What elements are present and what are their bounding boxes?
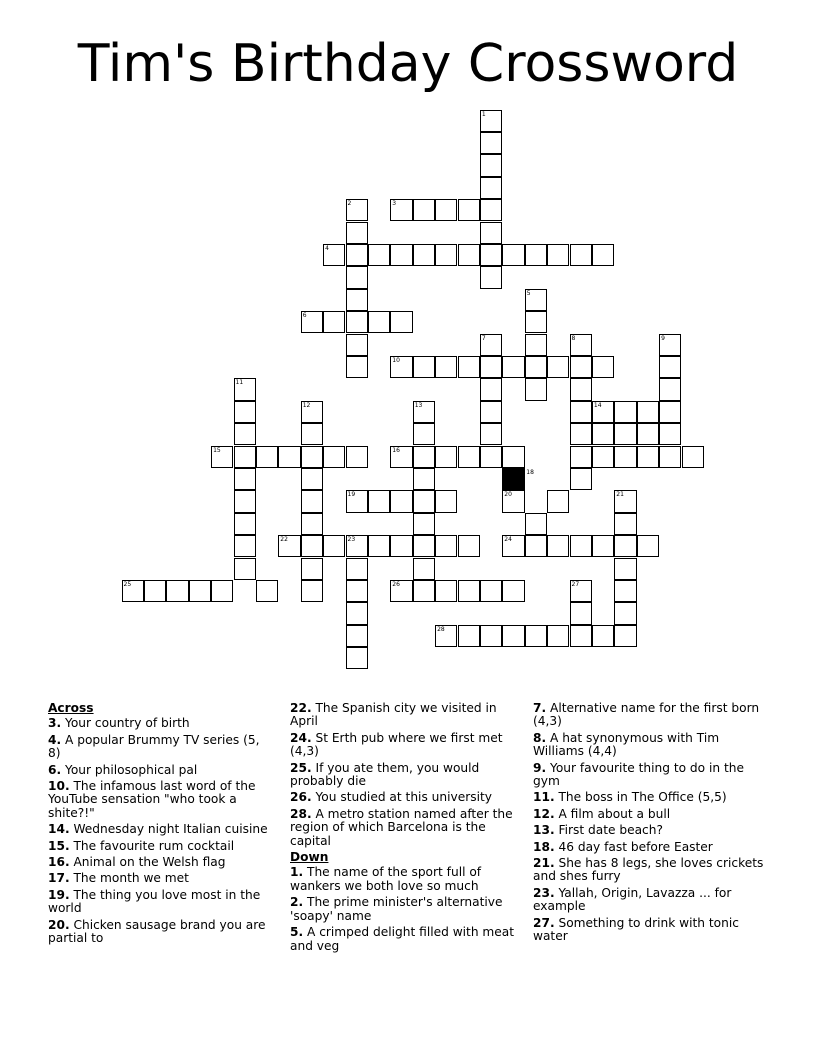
grid-cell[interactable] xyxy=(435,535,457,557)
grid-cell[interactable] xyxy=(614,625,636,647)
grid-cell[interactable] xyxy=(234,558,256,580)
clue-text: The thing you love most in the world xyxy=(48,887,261,916)
clue-number-label: 2. xyxy=(290,895,304,910)
clues-column-1 xyxy=(48,702,268,949)
clue-text: Something to drink with tonic water xyxy=(533,915,739,944)
across-clue-list xyxy=(48,717,268,945)
clue-text: Your country of birth xyxy=(65,716,190,731)
down-clue-list xyxy=(290,866,516,952)
clue-number-label: 4. xyxy=(48,732,62,747)
clue-text: You studied at this university xyxy=(315,790,492,805)
grid-cell[interactable] xyxy=(346,580,368,602)
clue-number-label: 12. xyxy=(533,806,555,821)
grid-cell[interactable] xyxy=(570,401,592,423)
clue-number: 3 xyxy=(392,200,397,208)
grid-cell[interactable] xyxy=(413,401,435,423)
grid-cell[interactable] xyxy=(480,199,502,221)
clue xyxy=(48,717,268,730)
grid-cell[interactable] xyxy=(234,423,256,445)
down-header: Down xyxy=(290,850,329,865)
grid-cell[interactable] xyxy=(346,490,368,512)
grid-cell[interactable] xyxy=(592,625,614,647)
clue-text: St Erth pub where we first met (4,3) xyxy=(290,730,503,759)
grid-cell[interactable] xyxy=(525,356,547,378)
clue xyxy=(290,896,516,923)
grid-cell[interactable] xyxy=(659,401,681,423)
clue xyxy=(533,841,769,854)
grid-cell[interactable] xyxy=(390,580,412,602)
grid-cell[interactable] xyxy=(480,244,502,266)
grid-cell[interactable] xyxy=(189,580,211,602)
grid-cell[interactable] xyxy=(458,356,480,378)
clue-number-label: 10. xyxy=(48,779,70,794)
clue-number-label: 5. xyxy=(290,925,304,940)
grid-cell[interactable] xyxy=(480,625,502,647)
grid-cell[interactable] xyxy=(592,356,614,378)
clue-number-label: 20. xyxy=(48,917,70,932)
clue-number: 13 xyxy=(414,401,423,409)
grid-cell[interactable] xyxy=(435,446,457,468)
grid-cell[interactable] xyxy=(458,446,480,468)
grid-cell[interactable] xyxy=(480,356,502,378)
clue-number: 28 xyxy=(437,625,445,633)
clue-number-label: 7. xyxy=(533,701,547,715)
clue-number-label: 14. xyxy=(48,822,70,837)
grid-cell[interactable] xyxy=(480,401,502,423)
grid-cell[interactable] xyxy=(301,490,323,512)
grid-cell[interactable] xyxy=(570,423,592,445)
clue-number-label: 24. xyxy=(290,730,312,745)
grid-cell[interactable] xyxy=(570,334,592,356)
clues-column-2 xyxy=(290,702,516,956)
grid-cell[interactable] xyxy=(547,356,569,378)
grid-cell[interactable] xyxy=(413,244,435,266)
clue-number-label: 3. xyxy=(48,716,62,731)
clue-number-label: 27. xyxy=(533,915,555,930)
grid-cell[interactable] xyxy=(368,535,390,557)
clue-number-label: 1. xyxy=(290,865,304,880)
grid-cell[interactable] xyxy=(525,244,547,266)
grid-cell[interactable] xyxy=(480,110,502,132)
clue xyxy=(48,734,268,761)
clue-number-label: 21. xyxy=(533,856,555,871)
grid-cell[interactable] xyxy=(323,446,345,468)
grid-cell[interactable] xyxy=(413,580,435,602)
grid-cell[interactable] xyxy=(659,423,681,445)
clue-text: The favourite rum cocktail xyxy=(73,838,235,853)
grid-cell[interactable] xyxy=(525,289,547,311)
grid-cell[interactable] xyxy=(458,580,480,602)
grid-cell[interactable] xyxy=(413,356,435,378)
clue-number-label: 18. xyxy=(533,839,555,854)
grid-cell[interactable] xyxy=(346,446,368,468)
grid-cell[interactable] xyxy=(659,378,681,400)
grid-cell[interactable] xyxy=(413,535,435,557)
grid-cell[interactable] xyxy=(390,535,412,557)
clue-number-label: 8. xyxy=(533,730,547,745)
clue xyxy=(533,762,769,789)
grid-cell[interactable] xyxy=(637,446,659,468)
grid-cell[interactable] xyxy=(346,558,368,580)
clue xyxy=(290,926,516,953)
grid-cell[interactable] xyxy=(502,490,524,512)
grid-cell[interactable] xyxy=(301,423,323,445)
grid-cell[interactable] xyxy=(570,446,592,468)
grid-cell[interactable] xyxy=(570,602,592,624)
grid-cell[interactable] xyxy=(525,535,547,557)
grid-cell[interactable] xyxy=(368,311,390,333)
grid-cell[interactable] xyxy=(144,580,166,602)
clue-text: Wednesday night Italian cuisine xyxy=(73,822,268,837)
clue-number-label: 13. xyxy=(533,823,555,838)
grid-cell[interactable] xyxy=(637,423,659,445)
grid-cell[interactable] xyxy=(390,356,412,378)
grid-cell[interactable] xyxy=(592,401,614,423)
grid-cell[interactable] xyxy=(502,446,524,468)
grid-cell[interactable] xyxy=(346,311,368,333)
grid-cell[interactable] xyxy=(256,446,278,468)
grid-cell[interactable] xyxy=(458,625,480,647)
grid-cell[interactable] xyxy=(346,625,368,647)
clue xyxy=(48,780,268,820)
clue-number: 10 xyxy=(392,356,400,364)
clue-number: 15 xyxy=(213,446,221,454)
grid-cell[interactable] xyxy=(502,356,524,378)
grid-cell[interactable] xyxy=(480,222,502,244)
grid-cell[interactable] xyxy=(614,446,636,468)
grid-cell[interactable] xyxy=(637,535,659,557)
clue xyxy=(290,732,516,759)
grid-cell[interactable] xyxy=(480,334,502,356)
clue-number-label: 16. xyxy=(48,855,70,870)
grid-cell[interactable] xyxy=(390,199,412,221)
grid-cell[interactable] xyxy=(547,490,569,512)
grid-cell[interactable] xyxy=(211,580,233,602)
clue xyxy=(290,762,516,789)
grid-cell[interactable] xyxy=(458,535,480,557)
clue-number: 12 xyxy=(302,401,311,409)
clue-text: Chicken sausage brand you are partial to xyxy=(48,917,266,946)
clue-text: The Spanish city we visited in April xyxy=(290,701,497,729)
grid-cell[interactable] xyxy=(525,513,547,535)
clue-number: 8 xyxy=(571,334,576,342)
grid-cell[interactable] xyxy=(480,423,502,445)
grid-cell[interactable] xyxy=(301,401,323,423)
clue xyxy=(48,840,268,853)
grid-cell[interactable] xyxy=(435,625,457,647)
clue-text: A crimped delight filled with meat and veg xyxy=(290,925,515,953)
clue xyxy=(290,866,516,893)
grid-cell[interactable] xyxy=(413,558,435,580)
clue xyxy=(48,919,268,946)
clue-number: 16 xyxy=(392,446,400,454)
grid-cell[interactable] xyxy=(480,580,502,602)
grid-cell[interactable] xyxy=(570,625,592,647)
grid-cell[interactable] xyxy=(614,490,636,512)
clue-number: 2 xyxy=(347,200,352,208)
grid-cell[interactable] xyxy=(614,580,636,602)
clue xyxy=(48,823,268,836)
grid-cell[interactable] xyxy=(234,490,256,512)
grid-cell[interactable] xyxy=(659,446,681,468)
grid-cell[interactable] xyxy=(346,222,368,244)
grid-cell[interactable] xyxy=(570,356,592,378)
grid-cell[interactable] xyxy=(346,199,368,221)
grid-cell[interactable] xyxy=(682,446,704,468)
grid-cell[interactable] xyxy=(256,580,278,602)
grid-cell[interactable] xyxy=(413,468,435,490)
clue-number: 6 xyxy=(302,312,307,320)
grid-cell[interactable] xyxy=(368,244,390,266)
grid-cell[interactable] xyxy=(346,244,368,266)
clue-number-label: 11. xyxy=(533,790,555,805)
grid-cell[interactable] xyxy=(458,244,480,266)
clue-text: Your favourite thing to do in the gym xyxy=(533,760,744,789)
clue-number-label: 26. xyxy=(290,790,312,805)
clue-number: 22 xyxy=(280,536,288,544)
grid-cell[interactable] xyxy=(614,423,636,445)
clue xyxy=(48,889,268,916)
clue-number: 24 xyxy=(504,536,512,544)
grid-cell[interactable] xyxy=(547,244,569,266)
grid-cell[interactable] xyxy=(502,625,524,647)
clue-number: 9 xyxy=(661,334,665,342)
grid-cell[interactable] xyxy=(570,244,592,266)
grid-cell[interactable] xyxy=(637,401,659,423)
grid-cell[interactable] xyxy=(166,580,188,602)
grid-cell[interactable] xyxy=(570,378,592,400)
clue xyxy=(533,791,769,804)
clue-number-label: 15. xyxy=(48,838,70,853)
clue xyxy=(533,808,769,821)
grid-cell[interactable] xyxy=(413,423,435,445)
clue-number: 23 xyxy=(347,536,356,544)
grid-cell[interactable] xyxy=(413,513,435,535)
clue xyxy=(48,872,268,885)
clue-number: 27 xyxy=(571,580,580,588)
grid-cell[interactable] xyxy=(413,199,435,221)
clue xyxy=(290,791,516,804)
clue xyxy=(290,702,516,729)
grid-cell[interactable] xyxy=(301,311,323,333)
grid-cell[interactable] xyxy=(570,580,592,602)
grid-cell[interactable] xyxy=(614,535,636,557)
clue-number: 19 xyxy=(347,491,356,499)
grid-cell[interactable] xyxy=(614,602,636,624)
clue-number: 5 xyxy=(526,289,531,297)
grid-cell[interactable] xyxy=(659,356,681,378)
clue-text: If you ate them, you would probably die xyxy=(290,760,480,789)
grid-cell[interactable] xyxy=(480,154,502,176)
clue-text: Yallah, Origin, Lavazza ... for example xyxy=(533,885,732,914)
clues-column-3 xyxy=(533,702,769,947)
grid-cell[interactable] xyxy=(480,132,502,154)
grid-cell[interactable] xyxy=(570,468,592,490)
clue-number: 21 xyxy=(616,491,624,499)
grid-cell[interactable] xyxy=(301,446,323,468)
grid-cell[interactable] xyxy=(301,558,323,580)
clue-number-label: 6. xyxy=(48,762,62,777)
across-header: Across xyxy=(48,701,94,715)
grid-cell[interactable] xyxy=(346,602,368,624)
clue-number: 25 xyxy=(123,580,132,588)
grid-cell[interactable] xyxy=(390,446,412,468)
grid-cell[interactable] xyxy=(346,356,368,378)
grid-cell[interactable] xyxy=(547,625,569,647)
clue-number-label: 22. xyxy=(290,701,312,715)
clue-number-label: 19. xyxy=(48,887,70,902)
clue-text: The prime minister's alternative 'soapy' name xyxy=(290,895,503,923)
clue-number: 1 xyxy=(481,110,486,118)
clue xyxy=(533,732,769,759)
grid-cell[interactable] xyxy=(480,266,502,288)
clue-number-label: 23. xyxy=(533,885,555,900)
grid-cell[interactable] xyxy=(547,535,569,557)
page-title: Tim's Birthday Crossword xyxy=(77,34,739,94)
clue-number: 11 xyxy=(235,379,244,387)
grid-cell[interactable] xyxy=(614,401,636,423)
clue-number-label: 9. xyxy=(533,760,547,775)
grid-cell[interactable] xyxy=(234,535,256,557)
clue-number-label: 17. xyxy=(48,871,70,886)
grid-cell[interactable] xyxy=(211,446,233,468)
clue xyxy=(48,764,268,777)
grid-cell[interactable] xyxy=(234,378,256,400)
grid-cell[interactable] xyxy=(390,244,412,266)
grid-cell[interactable] xyxy=(323,244,345,266)
grid-cell[interactable] xyxy=(323,535,345,557)
grid-cell[interactable] xyxy=(435,356,457,378)
clue-number: 20 xyxy=(504,491,512,499)
clue-text: Animal on the Welsh flag xyxy=(73,855,226,870)
clue-text: The infamous last word of the YouTube sensation "who took a shite?!" xyxy=(48,779,256,820)
grid-cell[interactable] xyxy=(234,468,256,490)
clue xyxy=(533,887,769,914)
clue-text: 46 day fast before Easter xyxy=(558,839,713,854)
grid-cell[interactable] xyxy=(614,558,636,580)
grid-cell[interactable] xyxy=(525,334,547,356)
grid-cell[interactable] xyxy=(592,244,614,266)
clue-number: 18 xyxy=(526,468,534,476)
grid-cell[interactable] xyxy=(278,535,300,557)
grid-cell[interactable] xyxy=(390,490,412,512)
clue-text: She has 8 legs, she loves crickets and shes furry xyxy=(533,856,764,884)
down-clue-list-continued xyxy=(533,702,769,944)
grid-cell[interactable] xyxy=(570,535,592,557)
clue-number: 7 xyxy=(481,334,486,342)
grid-cell[interactable] xyxy=(346,289,368,311)
clue-text: The boss in The Office (5,5) xyxy=(558,790,727,805)
grid-cell[interactable] xyxy=(592,535,614,557)
grid-cell[interactable] xyxy=(480,446,502,468)
clue xyxy=(533,917,769,944)
grid-cell[interactable] xyxy=(301,580,323,602)
black-grid-cell xyxy=(502,468,534,490)
grid-cell[interactable] xyxy=(480,378,502,400)
clue xyxy=(533,702,769,729)
grid-cell[interactable] xyxy=(502,244,524,266)
grid-cell[interactable] xyxy=(592,423,614,445)
grid-cell[interactable] xyxy=(435,490,457,512)
grid-cell[interactable] xyxy=(368,490,390,512)
grid-cell[interactable] xyxy=(346,334,368,356)
clue-number: 14 xyxy=(593,401,602,409)
clue-text: First date beach? xyxy=(558,823,663,838)
grid-cell[interactable] xyxy=(346,647,368,669)
grid-cell[interactable] xyxy=(458,199,480,221)
grid-cell[interactable] xyxy=(301,513,323,535)
grid-cell[interactable] xyxy=(435,199,457,221)
grid-cell[interactable] xyxy=(390,311,412,333)
grid-cell[interactable] xyxy=(659,334,681,356)
clue-number-label: 28. xyxy=(290,806,312,821)
grid-cell[interactable] xyxy=(614,513,636,535)
grid-cell[interactable] xyxy=(234,513,256,535)
grid-cell[interactable] xyxy=(592,446,614,468)
grid-cell[interactable] xyxy=(234,446,256,468)
grid-cell[interactable] xyxy=(480,177,502,199)
grid-cell[interactable] xyxy=(234,401,256,423)
grid-cell[interactable] xyxy=(413,446,435,468)
clue xyxy=(48,856,268,869)
clue xyxy=(533,857,769,884)
grid-cell[interactable] xyxy=(525,311,547,333)
grid-cell[interactable] xyxy=(346,535,368,557)
clue xyxy=(533,824,769,837)
clue-text: Your philosophical pal xyxy=(65,762,198,777)
grid-cell[interactable] xyxy=(301,468,323,490)
clue-number: 26 xyxy=(392,580,400,588)
clue-text: The name of the sport full of wankers we both love so much xyxy=(290,865,482,893)
grid-cell[interactable] xyxy=(435,580,457,602)
clue-text: Alternative name for the first born (4,3) xyxy=(533,701,760,729)
clue-text: A film about a bull xyxy=(558,806,671,821)
grid-cell[interactable] xyxy=(435,244,457,266)
across-clue-list-continued xyxy=(290,702,516,848)
grid-cell[interactable] xyxy=(346,266,368,288)
grid-cell[interactable] xyxy=(323,311,345,333)
clue-text: A metro station named after the region of which Barcelona is the capital xyxy=(290,806,513,848)
clue-number: 4 xyxy=(325,244,329,252)
grid-cell[interactable] xyxy=(122,580,144,602)
clue-text: A popular Brummy TV series (5, 8) xyxy=(48,732,260,761)
clue-number-label: 25. xyxy=(290,760,312,775)
grid-cell[interactable] xyxy=(301,535,323,557)
grid-cell[interactable] xyxy=(525,625,547,647)
grid-cell[interactable] xyxy=(502,580,524,602)
grid-cell[interactable] xyxy=(525,378,547,400)
clue xyxy=(290,808,516,848)
grid-cell[interactable] xyxy=(278,446,300,468)
grid-cell[interactable] xyxy=(502,535,524,557)
grid-cell[interactable] xyxy=(413,490,435,512)
clue-text: A hat synonymous with Tim Williams (4,4) xyxy=(533,730,720,759)
clue-text: The month we met xyxy=(73,871,189,886)
